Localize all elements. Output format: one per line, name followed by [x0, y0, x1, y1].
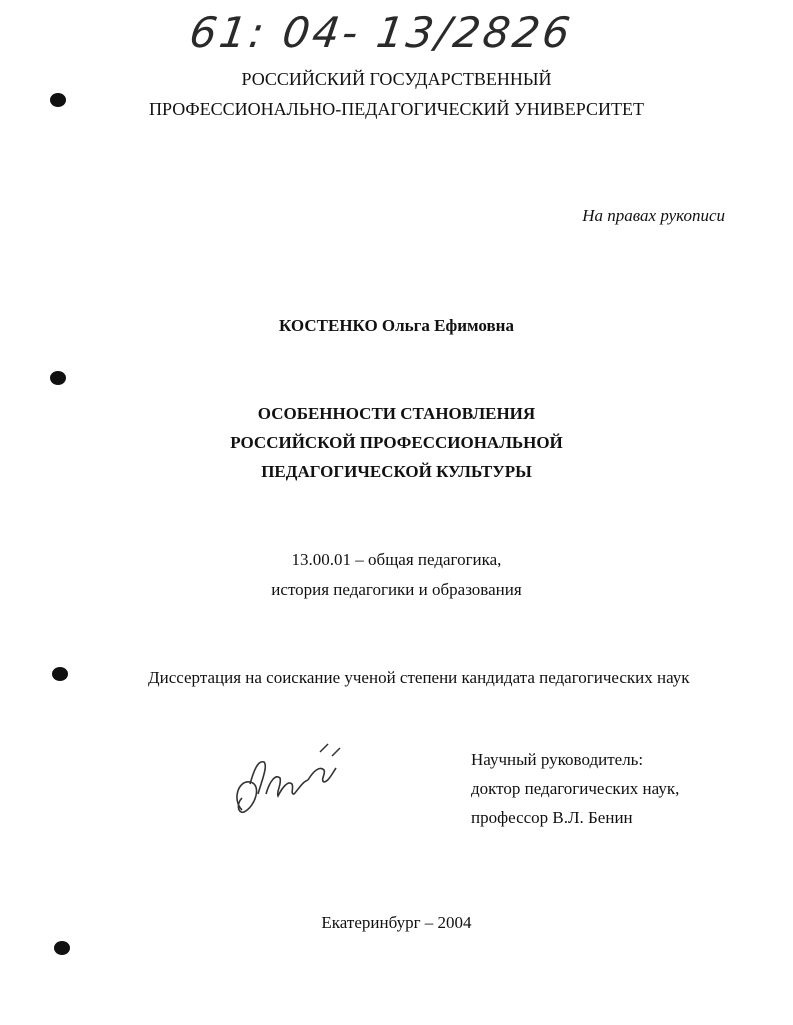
thesis-title-line1: ОСОБЕННОСТИ СТАНОВЛЕНИЯ	[257, 404, 536, 423]
supervisor-degree: доктор педагогических наук,	[471, 779, 680, 798]
thesis-title-line3: ПЕДАГОГИЧЕСКОЙ КУЛЬТУРЫ	[261, 462, 532, 481]
archive-code: 61: 04- 13/2826	[186, 8, 576, 57]
specialty-line2: история педагогики и образования	[271, 580, 522, 599]
handwritten-signature	[228, 740, 358, 830]
author-name: КОСТЕНКО Ольга Ефимовна	[279, 316, 514, 335]
university-name-line1: РОССИЙСКИЙ ГОСУДАРСТВЕННЫЙ	[241, 69, 552, 89]
binder-hole	[54, 941, 70, 955]
binder-hole	[52, 667, 68, 681]
supervisor-name: профессор В.Л. Бенин	[471, 808, 633, 827]
manuscript-note: На правах рукописи	[582, 206, 725, 225]
degree-statement: Диссертация на соискание ученой степени кандидата педагогических наук	[148, 668, 690, 687]
specialty-line1: 13.00.01 – общая педагогика,	[291, 550, 502, 569]
place-and-year: Екатеринбург – 2004	[321, 913, 472, 932]
thesis-title-line2: РОССИЙСКОЙ ПРОФЕССИОНАЛЬНОЙ	[230, 433, 563, 452]
supervisor-label: Научный руководитель:	[471, 750, 644, 769]
university-name-line2: ПРОФЕССИОНАЛЬНО-ПЕДАГОГИЧЕСКИЙ УНИВЕРСИТЕТ	[148, 99, 644, 119]
binder-hole	[50, 371, 66, 385]
